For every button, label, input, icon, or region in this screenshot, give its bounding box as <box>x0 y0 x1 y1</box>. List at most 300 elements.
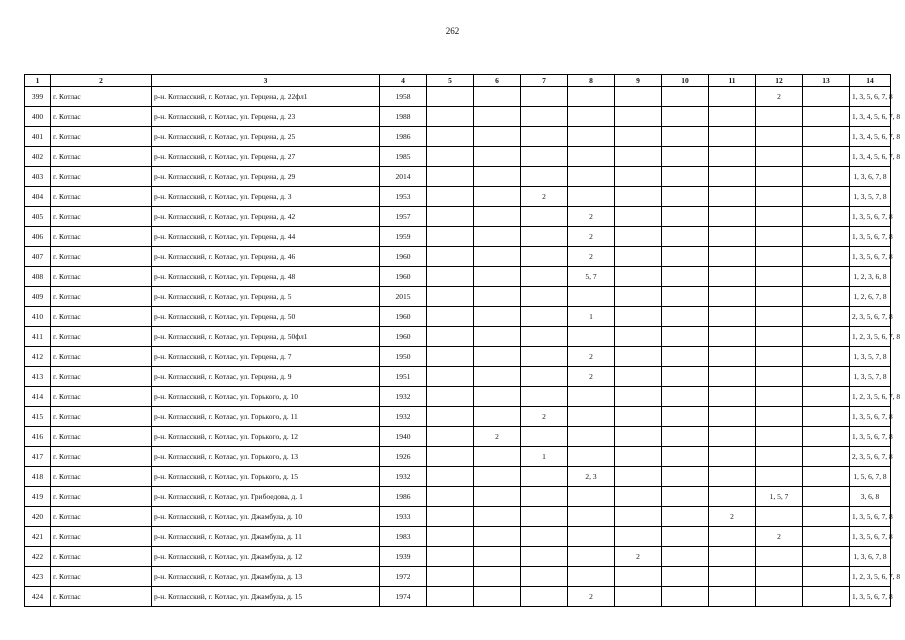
table-cell-col-3: р-н. Котласский, г. Котлас, ул. Герцена, д. 42 <box>152 207 380 227</box>
table-cell-col-10 <box>662 567 709 587</box>
page-number: 262 <box>445 26 460 36</box>
table-cell-col-11 <box>709 307 756 327</box>
table-cell-col-3: р-н. Котласский, г. Котлас, ул. Грибоедова, д. 1 <box>152 487 380 507</box>
table-cell-col-1: 415 <box>25 407 51 427</box>
table-cell-col-9 <box>615 587 662 607</box>
table-cell-col-3: р-н. Котласский, г. Котлас, ул. Горького, д. 11 <box>152 407 380 427</box>
table-cell-col-4: 1986 <box>380 487 427 507</box>
table-cell-col-14: 1, 5, 6, 7, 8 <box>850 467 891 487</box>
table-cell-col-2: г. Котлас <box>51 567 152 587</box>
table-cell-col-12 <box>756 587 803 607</box>
table-cell-col-6 <box>474 387 521 407</box>
table-cell-col-12: 2 <box>756 87 803 107</box>
table-cell-col-5 <box>427 127 474 147</box>
table-cell-col-6 <box>474 527 521 547</box>
table-cell-col-10 <box>662 387 709 407</box>
table-cell-col-14: 1, 3, 5, 7, 8 <box>850 367 891 387</box>
table-cell-col-4: 1950 <box>380 347 427 367</box>
table-cell-col-7 <box>521 487 568 507</box>
table-cell-col-1: 413 <box>25 367 51 387</box>
table-cell-col-10 <box>662 307 709 327</box>
table-cell-col-1: 419 <box>25 487 51 507</box>
table-cell-col-5 <box>427 367 474 387</box>
table-cell-col-1: 404 <box>25 187 51 207</box>
table-row <box>25 327 891 347</box>
table-cell-col-6 <box>474 407 521 427</box>
table-cell-col-9 <box>615 247 662 267</box>
table-cell-col-10 <box>662 587 709 607</box>
table-cell-col-3: р-н. Котласский, г. Котлас, ул. Герцена, д. 23 <box>152 107 380 127</box>
table-cell-col-5 <box>427 87 474 107</box>
table-cell-col-11 <box>709 267 756 287</box>
table-cell-col-12 <box>756 467 803 487</box>
table-cell-col-4: 1926 <box>380 447 427 467</box>
table-cell-col-2: г. Котлас <box>51 347 152 367</box>
table-cell-col-8 <box>568 127 615 147</box>
table-cell-col-9 <box>615 207 662 227</box>
table-cell-col-3: р-н. Котласский, г. Котлас, ул. Герцена, д. 44 <box>152 227 380 247</box>
table-cell-col-8: 2 <box>568 367 615 387</box>
table-cell-col-2: г. Котлас <box>51 247 152 267</box>
table-cell-col-8 <box>568 487 615 507</box>
table-cell-col-13 <box>803 287 850 307</box>
table-cell-col-5 <box>427 387 474 407</box>
table-cell-col-4: 1932 <box>380 407 427 427</box>
table-cell-col-5 <box>427 307 474 327</box>
table-cell-col-13 <box>803 367 850 387</box>
table-cell-col-4: 1940 <box>380 427 427 447</box>
table-cell-col-12 <box>756 407 803 427</box>
table-cell-col-9 <box>615 467 662 487</box>
table-cell-col-7 <box>521 167 568 187</box>
table-cell-col-9 <box>615 527 662 547</box>
table-cell-col-4: 1972 <box>380 567 427 587</box>
table-cell-col-14: 1, 3, 5, 6, 7, 8 <box>850 407 891 427</box>
table-cell-col-7 <box>521 207 568 227</box>
table-cell-col-10 <box>662 207 709 227</box>
table-cell-col-1: 407 <box>25 247 51 267</box>
table-cell-col-14: 1, 3, 5, 6, 7, 8 <box>850 87 891 107</box>
table-cell-col-13 <box>803 527 850 547</box>
table-cell-col-12 <box>756 307 803 327</box>
table-cell-col-8 <box>568 447 615 467</box>
table-cell-col-9 <box>615 227 662 247</box>
table-cell-col-2: г. Котлас <box>51 267 152 287</box>
table-cell-col-8 <box>568 547 615 567</box>
table-cell-col-8 <box>568 507 615 527</box>
table-cell-col-7 <box>521 127 568 147</box>
table-cell-col-11 <box>709 527 756 547</box>
table-cell-col-5 <box>427 587 474 607</box>
table-cell-col-14: 1, 3, 5, 6, 7, 8 <box>850 427 891 447</box>
table-body <box>25 87 901 607</box>
table-cell-col-11 <box>709 367 756 387</box>
table-cell-col-3: р-н. Котласский, г. Котлас, ул. Герцена, д. 46 <box>152 247 380 267</box>
column-header-9: 9 <box>615 75 662 87</box>
table-cell-col-2: г. Котлас <box>51 387 152 407</box>
table-cell-col-3: р-н. Котласский, г. Котлас, ул. Джамбула, д. 15 <box>152 587 380 607</box>
table-cell-col-14: 1, 2, 6, 7, 8 <box>850 287 891 307</box>
table-cell-col-1: 420 <box>25 507 51 527</box>
table-cell-col-11 <box>709 87 756 107</box>
table-cell-col-9 <box>615 427 662 447</box>
table-cell-col-10 <box>662 527 709 547</box>
table-cell-col-9 <box>615 327 662 347</box>
table-cell-col-6 <box>474 487 521 507</box>
table-cell-col-10 <box>662 407 709 427</box>
table-cell-col-2: г. Котлас <box>51 187 152 207</box>
table-cell-col-13 <box>803 547 850 567</box>
table-cell-col-13 <box>803 587 850 607</box>
table-cell-col-12 <box>756 567 803 587</box>
table-row <box>25 487 891 507</box>
column-header-14: 14 <box>850 75 891 87</box>
table-cell-col-13 <box>803 347 850 367</box>
table-cell-col-10 <box>662 247 709 267</box>
table-cell-col-4: 1939 <box>380 547 427 567</box>
table-cell-col-6 <box>474 87 521 107</box>
table-cell-col-6 <box>474 147 521 167</box>
table-cell-col-2: г. Котлас <box>51 427 152 447</box>
table-cell-col-12 <box>756 287 803 307</box>
table-cell-col-14: 1, 3, 6, 7, 8 <box>850 167 891 187</box>
table-cell-col-1: 401 <box>25 127 51 147</box>
table-row <box>25 247 891 267</box>
table-cell-col-8 <box>568 107 615 127</box>
table-cell-col-9 <box>615 307 662 327</box>
table-row <box>25 427 891 447</box>
table-cell-col-8 <box>568 567 615 587</box>
table-cell-col-3: р-н. Котласский, г. Котлас, ул. Джамбула, д. 12 <box>152 547 380 567</box>
table-cell-col-3: р-н. Котласский, г. Котлас, ул. Горького, д. 12 <box>152 427 380 447</box>
table-cell-col-2: г. Котлас <box>51 507 152 527</box>
table-cell-col-4: 2014 <box>380 167 427 187</box>
table-cell-col-1: 399 <box>25 87 51 107</box>
table-cell-col-12 <box>756 207 803 227</box>
table-cell-col-7 <box>521 287 568 307</box>
table-cell-col-11 <box>709 387 756 407</box>
table-cell-col-10 <box>662 507 709 527</box>
table-cell-col-1: 408 <box>25 267 51 287</box>
table-cell-col-7 <box>521 267 568 287</box>
table-cell-col-1: 421 <box>25 527 51 547</box>
table-cell-col-11 <box>709 467 756 487</box>
table-cell-col-12 <box>756 547 803 567</box>
table-cell-col-9 <box>615 507 662 527</box>
table-cell-col-1: 416 <box>25 427 51 447</box>
table-cell-col-5 <box>427 187 474 207</box>
table-cell-col-5 <box>427 407 474 427</box>
table-cell-col-9 <box>615 487 662 507</box>
table-cell-col-5 <box>427 507 474 527</box>
table-cell-col-2: г. Котлас <box>51 367 152 387</box>
table-cell-col-4: 1988 <box>380 107 427 127</box>
table-cell-col-2: г. Котлас <box>51 307 152 327</box>
table-cell-col-4: 1974 <box>380 587 427 607</box>
table-cell-col-11 <box>709 167 756 187</box>
table-cell-col-8: 2, 3 <box>568 467 615 487</box>
table-cell-col-4: 2015 <box>380 287 427 307</box>
column-header-11: 11 <box>709 75 756 87</box>
table-row <box>25 507 891 527</box>
table-cell-col-11: 2 <box>709 507 756 527</box>
column-header-13: 13 <box>803 75 850 87</box>
column-header-12: 12 <box>756 75 803 87</box>
table-cell-col-13 <box>803 507 850 527</box>
table-cell-col-4: 1959 <box>380 227 427 247</box>
housing-register-table <box>24 74 901 607</box>
table-cell-col-10 <box>662 147 709 167</box>
table-cell-col-11 <box>709 107 756 127</box>
table-cell-col-13 <box>803 207 850 227</box>
table-cell-col-11 <box>709 407 756 427</box>
table-cell-col-1: 424 <box>25 587 51 607</box>
table-cell-col-8: 5, 7 <box>568 267 615 287</box>
table-cell-col-11 <box>709 447 756 467</box>
table-cell-col-3: р-н. Котласский, г. Котлас, ул. Герцена, д. 3 <box>152 187 380 207</box>
table-cell-col-13 <box>803 227 850 247</box>
table-cell-col-4: 1932 <box>380 387 427 407</box>
table-row <box>25 467 891 487</box>
table-cell-col-9 <box>615 447 662 467</box>
table-row <box>25 387 891 407</box>
table-cell-col-10 <box>662 187 709 207</box>
table-cell-col-3: р-н. Котласский, г. Котлас, ул. Герцена, д. 22фл1 <box>152 87 380 107</box>
table-cell-col-5 <box>427 247 474 267</box>
table-cell-col-11 <box>709 207 756 227</box>
table-cell-col-14: 1, 3, 4, 5, 6, 7, 8 <box>850 147 891 167</box>
table-cell-col-11 <box>709 187 756 207</box>
table-cell-col-2: г. Котлас <box>51 587 152 607</box>
table-cell-col-5 <box>427 527 474 547</box>
table-cell-col-12 <box>756 167 803 187</box>
table-cell-col-7 <box>521 227 568 247</box>
table-cell-col-10 <box>662 227 709 247</box>
table-cell-col-14: 1, 2, 3, 5, 6, 7, 8 <box>850 567 891 587</box>
table-row <box>25 527 891 547</box>
table-cell-col-9 <box>615 407 662 427</box>
table-cell-col-13 <box>803 567 850 587</box>
table-cell-col-1: 412 <box>25 347 51 367</box>
table-cell-col-6 <box>474 287 521 307</box>
table-cell-col-11 <box>709 487 756 507</box>
table-row <box>25 547 891 567</box>
table-cell-col-5 <box>427 327 474 347</box>
table-cell-col-14: 1, 3, 4, 5, 6, 7, 8 <box>850 127 891 147</box>
table-cell-col-12 <box>756 387 803 407</box>
column-header-7: 7 <box>521 75 568 87</box>
table-cell-col-8 <box>568 287 615 307</box>
table-cell-col-12 <box>756 267 803 287</box>
table-cell-col-8 <box>568 527 615 547</box>
table-cell-col-7 <box>521 547 568 567</box>
table-cell-col-11 <box>709 547 756 567</box>
table-cell-col-7 <box>521 567 568 587</box>
table-cell-col-14: 1, 2, 3, 5, 6, 7, 8 <box>850 387 891 407</box>
table-cell-col-4: 1953 <box>380 187 427 207</box>
table-cell-col-2: г. Котлас <box>51 87 152 107</box>
table-cell-col-10 <box>662 347 709 367</box>
table-cell-col-3: р-н. Котласский, г. Котлас, ул. Герцена, д. 50фл1 <box>152 327 380 347</box>
table-row <box>25 147 891 167</box>
table-row <box>25 447 891 467</box>
table-cell-col-2: г. Котлас <box>51 107 152 127</box>
table-cell-col-13 <box>803 427 850 447</box>
column-header-2: 2 <box>51 75 152 87</box>
table-cell-col-3: р-н. Котласский, г. Котлас, ул. Герцена, д. 9 <box>152 367 380 387</box>
table-cell-col-4: 1985 <box>380 147 427 167</box>
table-cell-col-6 <box>474 267 521 287</box>
table-cell-col-12 <box>756 247 803 267</box>
table-cell-col-9 <box>615 87 662 107</box>
table-cell-col-12 <box>756 147 803 167</box>
table-cell-col-5 <box>427 167 474 187</box>
table-cell-col-12 <box>756 127 803 147</box>
table-cell-col-10 <box>662 427 709 447</box>
table-cell-col-7: 1 <box>521 447 568 467</box>
table-cell-col-14: 2, 3, 5, 6, 7, 8 <box>850 447 891 467</box>
table-cell-col-11 <box>709 127 756 147</box>
column-header-5: 5 <box>427 75 474 87</box>
table-cell-col-5 <box>427 347 474 367</box>
table-cell-col-3: р-н. Котласский, г. Котлас, ул. Джамбула, д. 11 <box>152 527 380 547</box>
table-cell-col-5 <box>427 267 474 287</box>
table-cell-col-4: 1932 <box>380 467 427 487</box>
table-cell-col-10 <box>662 447 709 467</box>
table-cell-col-12 <box>756 187 803 207</box>
table-cell-col-6 <box>474 327 521 347</box>
table-cell-col-2: г. Котлас <box>51 407 152 427</box>
table-cell-col-14: 1, 3, 5, 6, 7, 8 <box>850 587 891 607</box>
table-row <box>25 567 891 587</box>
table-header-row <box>25 75 891 87</box>
table-cell-col-13 <box>803 407 850 427</box>
table-cell-col-13 <box>803 147 850 167</box>
table-cell-col-2: г. Котлас <box>51 287 152 307</box>
table-cell-col-14: 1, 3, 4, 5, 6, 7, 8 <box>850 107 891 127</box>
table-cell-col-11 <box>709 247 756 267</box>
table-cell-col-14: 1, 3, 5, 6, 7, 8 <box>850 207 891 227</box>
table-cell-col-3: р-н. Котласский, г. Котлас, ул. Герцена, д. 50 <box>152 307 380 327</box>
table-cell-col-3: р-н. Котласский, г. Котлас, ул. Горького, д. 13 <box>152 447 380 467</box>
table-cell-col-3: р-н. Котласский, г. Котлас, ул. Горького, д. 10 <box>152 387 380 407</box>
table-cell-col-8 <box>568 187 615 207</box>
table-cell-col-4: 1933 <box>380 507 427 527</box>
table-cell-col-4: 1960 <box>380 247 427 267</box>
table-cell-col-2: г. Котлас <box>51 547 152 567</box>
table-cell-col-6 <box>474 207 521 227</box>
table-cell-col-13 <box>803 327 850 347</box>
table-cell-col-4: 1983 <box>380 527 427 547</box>
table-cell-col-4: 1960 <box>380 307 427 327</box>
table-cell-col-6 <box>474 347 521 367</box>
table-cell-col-9 <box>615 127 662 147</box>
table-cell-col-13 <box>803 247 850 267</box>
table-row <box>25 227 891 247</box>
table-cell-col-7 <box>521 367 568 387</box>
table-cell-col-8 <box>568 387 615 407</box>
table-cell-col-14: 1, 3, 6, 7, 8 <box>850 547 891 567</box>
table-cell-col-1: 405 <box>25 207 51 227</box>
table-cell-col-10 <box>662 107 709 127</box>
table-cell-col-7 <box>521 307 568 327</box>
table-cell-col-11 <box>709 287 756 307</box>
table-cell-col-2: г. Котлас <box>51 467 152 487</box>
table-cell-col-10 <box>662 367 709 387</box>
table-row <box>25 87 891 107</box>
table-cell-col-7 <box>521 327 568 347</box>
table-cell-col-5 <box>427 287 474 307</box>
table-cell-col-14: 2, 3, 5, 6, 7, 8 <box>850 307 891 327</box>
table-cell-col-5 <box>427 487 474 507</box>
table-cell-col-9 <box>615 287 662 307</box>
table-row <box>25 307 891 327</box>
table-cell-col-6 <box>474 187 521 207</box>
table-cell-col-14: 3, 6, 8 <box>850 487 891 507</box>
table-cell-col-7 <box>521 107 568 127</box>
table-cell-col-10 <box>662 127 709 147</box>
column-header-4: 4 <box>380 75 427 87</box>
table-cell-col-7 <box>521 247 568 267</box>
table-cell-col-3: р-н. Котласский, г. Котлас, ул. Герцена, д. 29 <box>152 167 380 187</box>
table-cell-col-7: 2 <box>521 407 568 427</box>
table-cell-col-9 <box>615 187 662 207</box>
table-cell-col-9 <box>615 107 662 127</box>
table-cell-col-5 <box>427 467 474 487</box>
table-cell-col-6 <box>474 247 521 267</box>
table-cell-col-6 <box>474 307 521 327</box>
table-row <box>25 167 891 187</box>
table-row <box>25 107 891 127</box>
table-cell-col-1: 402 <box>25 147 51 167</box>
table-cell-col-1: 403 <box>25 167 51 187</box>
table-cell-col-8 <box>568 327 615 347</box>
table-cell-col-12 <box>756 507 803 527</box>
column-header-8: 8 <box>568 75 615 87</box>
table-row <box>25 127 891 147</box>
table-row <box>25 367 891 387</box>
table-cell-col-7 <box>521 527 568 547</box>
table-row <box>25 347 891 367</box>
table-cell-col-14: 1, 3, 5, 7, 8 <box>850 347 891 367</box>
table-cell-col-1: 423 <box>25 567 51 587</box>
table-cell-col-4: 1960 <box>380 327 427 347</box>
table-cell-col-5 <box>427 547 474 567</box>
table-cell-col-7 <box>521 87 568 107</box>
column-header-10: 10 <box>662 75 709 87</box>
table-cell-col-2: г. Котлас <box>51 487 152 507</box>
table-row <box>25 187 891 207</box>
table-cell-col-11 <box>709 147 756 167</box>
table-cell-col-8 <box>568 87 615 107</box>
table-cell-col-8: 2 <box>568 247 615 267</box>
column-header-1: 1 <box>25 75 51 87</box>
table-cell-col-11 <box>709 587 756 607</box>
table-cell-col-6 <box>474 547 521 567</box>
table-cell-col-12: 2 <box>756 527 803 547</box>
table-cell-col-13 <box>803 167 850 187</box>
column-header-3: 3 <box>152 75 380 87</box>
table-cell-col-6: 2 <box>474 427 521 447</box>
table-cell-col-3: р-н. Котласский, г. Котлас, ул. Герцена, д. 27 <box>152 147 380 167</box>
table-cell-col-1: 411 <box>25 327 51 347</box>
table-cell-col-14: 1, 3, 5, 6, 7, 8 <box>850 527 891 547</box>
table-cell-col-6 <box>474 167 521 187</box>
table-cell-col-4: 1986 <box>380 127 427 147</box>
table-row <box>25 587 891 607</box>
table-cell-col-8: 2 <box>568 227 615 247</box>
table-cell-col-9 <box>615 567 662 587</box>
